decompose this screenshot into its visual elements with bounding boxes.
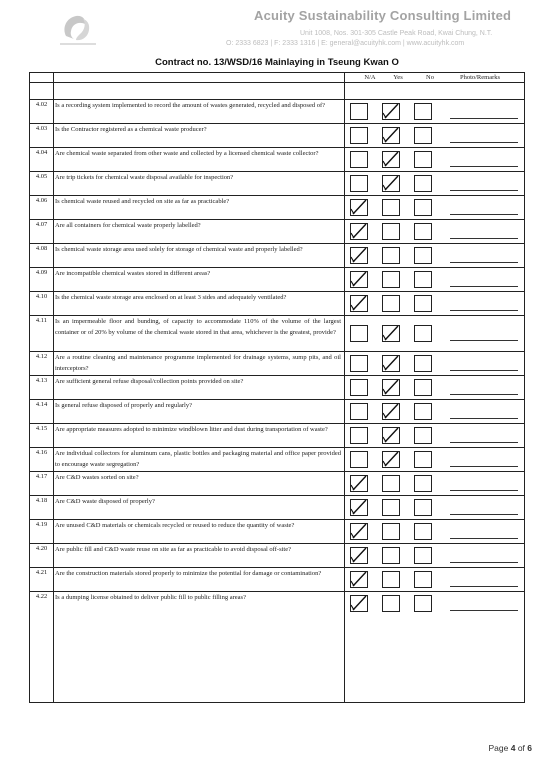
checkbox-no[interactable] bbox=[414, 325, 432, 342]
check-tick-icon bbox=[350, 475, 368, 492]
checkbox-yes[interactable] bbox=[382, 475, 400, 492]
check-tick-icon bbox=[350, 223, 368, 240]
checkbox-yes[interactable] bbox=[382, 499, 400, 516]
question-text: Are trip tickets for chemical waste disposal available for inspection? bbox=[55, 174, 234, 181]
checkbox-no[interactable] bbox=[414, 271, 432, 288]
company-name: Acuity Sustainability Consulting Limited bbox=[254, 8, 512, 23]
checkbox-no[interactable] bbox=[414, 151, 432, 168]
row-number: 4.09 bbox=[35, 269, 48, 276]
company-address: Unit 1008, Nos. 301-305 Castle Peak Road, Kwai Chung, N.T. bbox=[300, 30, 493, 37]
question-text: Is the Contractor registered as a chemical waste producer? bbox=[55, 126, 207, 133]
row-number: 4.20 bbox=[35, 545, 48, 552]
remarks-field[interactable] bbox=[450, 538, 518, 539]
remarks-field[interactable] bbox=[450, 442, 518, 443]
row-number: 4.03 bbox=[35, 125, 48, 132]
checkbox-yes[interactable] bbox=[382, 175, 400, 192]
check-tick-icon bbox=[382, 151, 400, 168]
checkbox-no[interactable] bbox=[414, 103, 432, 120]
document-title: Contract no. 13/WSD/16 Mainlaying in Tseung Kwan O bbox=[155, 57, 399, 68]
remarks-field[interactable] bbox=[450, 238, 518, 239]
remarks-field[interactable] bbox=[450, 370, 518, 371]
check-tick-icon bbox=[382, 427, 400, 444]
checkbox-yes[interactable] bbox=[382, 595, 400, 612]
checkbox-no[interactable] bbox=[414, 451, 432, 468]
question-text: Is chemical waste reused and recycled on site as far as practicable? bbox=[55, 198, 230, 205]
remarks-field[interactable] bbox=[450, 286, 518, 287]
row-number: 4.02 bbox=[35, 101, 48, 108]
check-tick-icon bbox=[350, 523, 368, 540]
checkbox-yes[interactable] bbox=[382, 247, 400, 264]
question-text: Are C&D wastes sorted on site? bbox=[55, 474, 139, 481]
column-header-remarks: Photo/Remarks bbox=[459, 74, 501, 81]
company-logo-icon bbox=[52, 10, 102, 50]
column-divider bbox=[344, 73, 345, 702]
checkbox-na[interactable] bbox=[350, 127, 368, 144]
question-text: Is an impermeable floor and bunding, of capacity to accommodate 110% of the volume of the largest container or of 20% by volume of the chemical waste stored in that area, whichever is the greatest, provide? bbox=[55, 318, 341, 336]
question-text: Are unused C&D materials or chemicals recycled or reused to reduce the quantity of waste? bbox=[55, 522, 295, 529]
remarks-field[interactable] bbox=[450, 490, 518, 491]
checkbox-no[interactable] bbox=[414, 595, 432, 612]
column-header-no: No bbox=[426, 74, 434, 81]
checkbox-no[interactable] bbox=[414, 523, 432, 540]
checkbox-yes[interactable] bbox=[382, 151, 400, 168]
question-text: Are incompatible chemical wastes stored in different areas? bbox=[55, 270, 211, 277]
row-number: 4.04 bbox=[35, 149, 48, 156]
checkbox-na[interactable] bbox=[350, 247, 368, 264]
row-number: 4.17 bbox=[35, 473, 48, 480]
checkbox-yes[interactable] bbox=[382, 295, 400, 312]
check-tick-icon bbox=[382, 103, 400, 120]
question-text: Are individual collectors for aluminum cans, plastic bottles and packaging material and office paper provided to encourage waste segregation? bbox=[55, 450, 341, 468]
remarks-field[interactable] bbox=[450, 310, 518, 311]
checkbox-no[interactable] bbox=[414, 199, 432, 216]
check-tick-icon bbox=[350, 595, 368, 612]
check-tick-icon bbox=[382, 451, 400, 468]
checkbox-na[interactable] bbox=[350, 475, 368, 492]
check-tick-icon bbox=[350, 247, 368, 264]
checkbox-yes[interactable] bbox=[382, 571, 400, 588]
check-tick-icon bbox=[382, 355, 400, 372]
row-number: 4.05 bbox=[35, 173, 48, 180]
row-number: 4.11 bbox=[35, 317, 48, 324]
checkbox-yes[interactable] bbox=[382, 103, 400, 120]
checkbox-no[interactable] bbox=[414, 403, 432, 420]
checkbox-no[interactable] bbox=[414, 223, 432, 240]
question-text: Are C&D waste disposed of properly? bbox=[55, 498, 155, 505]
remarks-field[interactable] bbox=[450, 394, 518, 395]
checkbox-no[interactable] bbox=[414, 547, 432, 564]
check-tick-icon bbox=[382, 379, 400, 396]
checkbox-yes[interactable] bbox=[382, 379, 400, 396]
remarks-field[interactable] bbox=[450, 514, 518, 515]
question-text: Is a dumping license obtained to deliver public fill to public filling areas? bbox=[55, 594, 246, 601]
header-divider bbox=[30, 82, 524, 83]
checkbox-na[interactable] bbox=[350, 403, 368, 420]
checkbox-yes[interactable] bbox=[382, 199, 400, 216]
check-tick-icon bbox=[382, 403, 400, 420]
row-number: 4.13 bbox=[35, 377, 48, 384]
checkbox-no[interactable] bbox=[414, 127, 432, 144]
company-contact: O: 2333 6823 | F: 2333 1316 | E: general@acuityhk.com | www.acuityhk.com bbox=[226, 40, 465, 47]
remarks-field[interactable] bbox=[450, 418, 518, 419]
checkbox-no[interactable] bbox=[414, 571, 432, 588]
checkbox-na[interactable] bbox=[350, 499, 368, 516]
remarks-field[interactable] bbox=[450, 466, 518, 467]
checkbox-yes[interactable] bbox=[382, 451, 400, 468]
check-tick-icon bbox=[382, 127, 400, 144]
question-text: Are sufficient general refuse disposal/collection points provided on site? bbox=[55, 378, 244, 385]
check-tick-icon bbox=[350, 199, 368, 216]
checkbox-yes[interactable] bbox=[382, 523, 400, 540]
remarks-field[interactable] bbox=[450, 118, 518, 119]
check-tick-icon bbox=[382, 175, 400, 192]
row-number: 4.21 bbox=[35, 569, 48, 576]
row-number: 4.16 bbox=[35, 449, 48, 456]
checkbox-na[interactable] bbox=[350, 379, 368, 396]
row-number: 4.14 bbox=[35, 401, 48, 408]
checkbox-na[interactable] bbox=[350, 325, 368, 342]
check-tick-icon bbox=[350, 295, 368, 312]
checkbox-na[interactable] bbox=[350, 571, 368, 588]
remarks-field[interactable] bbox=[450, 340, 518, 341]
checklist-table bbox=[29, 72, 525, 703]
check-tick-icon bbox=[350, 571, 368, 588]
checkbox-yes[interactable] bbox=[382, 271, 400, 288]
row-number: 4.22 bbox=[35, 593, 48, 600]
check-tick-icon bbox=[382, 325, 400, 342]
checkbox-yes[interactable] bbox=[382, 325, 400, 342]
checkbox-na[interactable] bbox=[350, 271, 368, 288]
column-divider bbox=[53, 73, 54, 702]
question-text: Is chemical waste storage area used solely for storage of chemical waste and properly labelled? bbox=[55, 246, 303, 253]
checkbox-no[interactable] bbox=[414, 355, 432, 372]
checkbox-no[interactable] bbox=[414, 295, 432, 312]
checkbox-no[interactable] bbox=[414, 475, 432, 492]
check-tick-icon bbox=[350, 271, 368, 288]
check-tick-icon bbox=[350, 499, 368, 516]
remarks-field[interactable] bbox=[450, 262, 518, 263]
column-header-na: N/A bbox=[364, 74, 376, 81]
checkbox-yes[interactable] bbox=[382, 223, 400, 240]
question-text: Are appropriate measures adopted to minimize windblown litter and dust during transportation of waste? bbox=[55, 426, 328, 433]
checkbox-no[interactable] bbox=[414, 247, 432, 264]
question-text: Are chemical waste separated from other waste and collected by a licensed chemical waste collector? bbox=[55, 150, 319, 157]
checkbox-na[interactable] bbox=[350, 523, 368, 540]
question-text: Are all containers for chemical waste properly labelled? bbox=[55, 222, 201, 229]
checkbox-no[interactable] bbox=[414, 427, 432, 444]
checkbox-na[interactable] bbox=[350, 223, 368, 240]
question-text: Are public fill and C&D waste reuse on site as far as practicable to avoid disposal off-site? bbox=[55, 546, 291, 553]
checkbox-na[interactable] bbox=[350, 595, 368, 612]
checkbox-no[interactable] bbox=[414, 379, 432, 396]
check-tick-icon bbox=[350, 547, 368, 564]
checkbox-na[interactable] bbox=[350, 547, 368, 564]
row-number: 4.10 bbox=[35, 293, 48, 300]
question-text: Are the construction materials stored properly to minimize the potential for damage or contamination? bbox=[55, 570, 322, 577]
remarks-field[interactable] bbox=[450, 586, 518, 587]
checkbox-na[interactable] bbox=[350, 295, 368, 312]
row-number: 4.18 bbox=[35, 497, 48, 504]
checkbox-yes[interactable] bbox=[382, 427, 400, 444]
checkbox-na[interactable] bbox=[350, 199, 368, 216]
row-number: 4.12 bbox=[35, 353, 48, 360]
checkbox-yes[interactable] bbox=[382, 547, 400, 564]
checkbox-na[interactable] bbox=[350, 355, 368, 372]
checkbox-yes[interactable] bbox=[382, 127, 400, 144]
page-number: Page 4 of 6 bbox=[488, 743, 532, 753]
checkbox-na[interactable] bbox=[350, 103, 368, 120]
question-text: Is general refuse disposed of properly and regularly? bbox=[55, 402, 192, 409]
checkbox-na[interactable] bbox=[350, 175, 368, 192]
question-text: Is a recording system implemented to record the amount of wastes generated, recycled and disposed of? bbox=[55, 102, 326, 109]
checkbox-na[interactable] bbox=[350, 451, 368, 468]
remarks-field[interactable] bbox=[450, 562, 518, 563]
question-text: Is the chemical waste storage area enclosed on at least 3 sides and adequately ventilated? bbox=[55, 294, 287, 301]
column-header-yes: Yes bbox=[393, 74, 403, 81]
checkbox-yes[interactable] bbox=[382, 355, 400, 372]
remarks-field[interactable] bbox=[450, 610, 518, 611]
row-number: 4.06 bbox=[35, 197, 48, 204]
remarks-field[interactable] bbox=[450, 142, 518, 143]
row-number: 4.19 bbox=[35, 521, 48, 528]
remarks-field[interactable] bbox=[450, 190, 518, 191]
remarks-field[interactable] bbox=[450, 166, 518, 167]
checkbox-yes[interactable] bbox=[382, 403, 400, 420]
checkbox-no[interactable] bbox=[414, 175, 432, 192]
checkbox-na[interactable] bbox=[350, 427, 368, 444]
checkbox-no[interactable] bbox=[414, 499, 432, 516]
checkbox-na[interactable] bbox=[350, 151, 368, 168]
row-number: 4.15 bbox=[35, 425, 48, 432]
row-number: 4.07 bbox=[35, 221, 48, 228]
remarks-field[interactable] bbox=[450, 214, 518, 215]
question-text: Are a routine cleaning and maintenance programme implemented for drainage systems, sump pits, and oil interceptors? bbox=[55, 354, 341, 372]
row-number: 4.08 bbox=[35, 245, 48, 252]
